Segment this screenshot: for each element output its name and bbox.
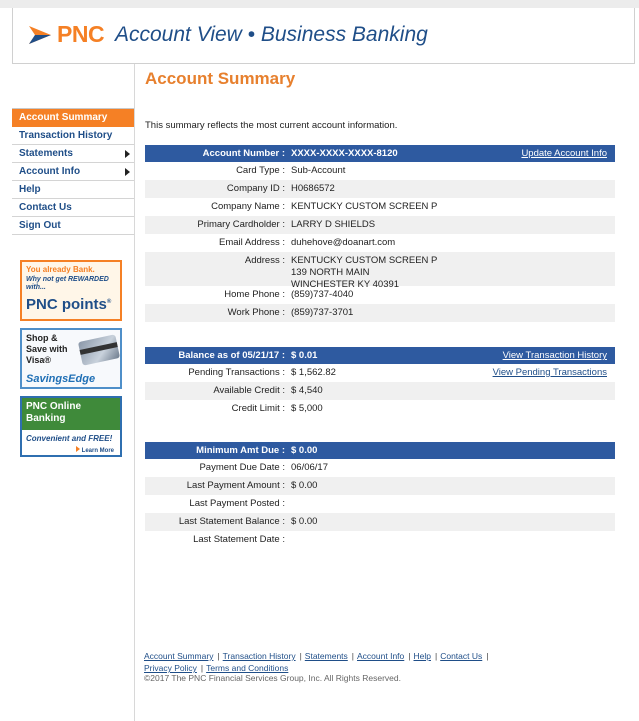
row-value: KENTUCKY CUSTOM SCREEN P — [291, 201, 438, 212]
nav-item-label: Transaction History — [19, 130, 113, 141]
footer-separator: | — [200, 663, 204, 673]
row-label: Credit Limit : — [231, 403, 285, 414]
promo-line: Save with — [26, 344, 68, 354]
footer-link-privacy-policy[interactable]: Privacy Policy — [144, 663, 197, 673]
row-label: Home Phone : — [224, 289, 285, 300]
nav-item-label: Account Info — [19, 166, 81, 177]
address-line: 139 NORTH MAIN — [291, 267, 370, 278]
minimum-due-header — [145, 442, 615, 459]
nav-item-account-info[interactable] — [12, 163, 134, 181]
detail-row-card-type — [145, 162, 615, 180]
promo-pnc-points[interactable] — [20, 260, 122, 321]
row-label: Company Name : — [211, 201, 285, 212]
nav-item-contact-us[interactable] — [12, 199, 134, 217]
row-value: H0686572 — [291, 183, 335, 194]
row-value: LARRY D SHIELDS — [291, 219, 376, 230]
update-account-info-link[interactable]: Update Account Info — [521, 148, 607, 159]
detail-row-pending-transactions — [145, 364, 615, 382]
detail-row-last-statement-date — [145, 531, 615, 549]
row-label: Pending Transactions : — [188, 367, 285, 378]
row-value: $ 4,540 — [291, 385, 323, 396]
header-label: Minimum Amt Due : — [196, 445, 285, 456]
footer-separator: | — [299, 651, 302, 661]
promo-text: You already Bank. — [26, 265, 95, 274]
nav-item-label: Account Summary — [19, 112, 108, 123]
row-label: Primary Cardholder : — [197, 219, 285, 230]
promo-line: Visa® — [26, 355, 51, 365]
address-line: KENTUCKY CUSTOM SCREEN P — [291, 255, 438, 266]
footer-link-account-info[interactable]: Account Info — [357, 651, 405, 661]
promo-line: PNC Online — [26, 401, 82, 412]
nav-item-transaction-history[interactable] — [12, 127, 134, 145]
row-label: Email Address : — [219, 237, 285, 248]
promo-text: with... — [26, 284, 46, 291]
promo-savingsedge[interactable] — [20, 328, 122, 389]
card-stripe — [80, 342, 118, 355]
promo-header — [22, 398, 120, 430]
learn-more-link[interactable] — [76, 446, 114, 454]
row-label: Last Statement Date : — [193, 534, 285, 545]
detail-row-last-payment-posted — [145, 495, 615, 513]
detail-row-last-statement-balance — [145, 513, 615, 531]
nav-item-label: Sign Out — [19, 220, 61, 231]
promo-brand: SavingsEdge — [26, 373, 96, 385]
account-number: XXXX-XXXX-XXXX-8120 — [291, 148, 398, 159]
page-title: Account Summary — [145, 69, 296, 88]
play-arrow-icon — [76, 446, 80, 452]
caret-right-icon — [125, 150, 130, 158]
promo-text: Why not get REWARDED — [26, 276, 109, 283]
nav-item-label: Contact Us — [19, 202, 72, 213]
nav-item-statements[interactable] — [12, 145, 134, 163]
detail-row-primary-cardholder — [145, 216, 615, 234]
balance-section — [145, 347, 615, 418]
detail-row-payment-due-date — [145, 459, 615, 477]
row-label: Available Credit : — [213, 385, 285, 396]
footer-link-contact-us[interactable]: Contact Us — [440, 651, 483, 661]
row-value: $ 5,000 — [291, 403, 323, 414]
footer-separator: | — [351, 651, 355, 661]
footer-link-terms[interactable]: Terms and Conditions — [206, 663, 289, 673]
promo-tagline: Convenient and FREE! — [26, 434, 113, 443]
pnc-logo-icon — [27, 22, 53, 48]
footer-separator: | — [217, 651, 220, 661]
row-value: $ 0.00 — [291, 516, 318, 527]
row-label: Work Phone : — [227, 307, 285, 318]
balance-value: $ 0.01 — [291, 350, 318, 361]
row-value: $ 0.00 — [291, 480, 318, 491]
promo-brand-text: PNC points — [26, 296, 107, 313]
sidebar-nav — [12, 108, 134, 235]
promo-online-banking[interactable] — [20, 396, 122, 457]
footer-separator: | — [434, 651, 438, 661]
header-title: Account View • Business Banking — [115, 23, 428, 46]
row-label: Last Statement Balance : — [178, 516, 285, 527]
row-value: 06/06/17 — [291, 462, 328, 473]
pnc-logo-text: PNC — [57, 21, 105, 47]
row-label: Address : — [244, 255, 285, 266]
view-pending-transactions-link[interactable]: View Pending Transactions — [492, 367, 607, 378]
page-header — [12, 8, 635, 64]
detail-row-work-phone — [145, 304, 615, 322]
copyright: ©2017 The PNC Financial Services Group, Inc. All Rights Reserved. — [144, 673, 401, 683]
footer-links — [144, 650, 624, 674]
row-label: Last Payment Amount : — [186, 480, 285, 491]
registered-mark: ® — [106, 299, 112, 305]
caret-right-icon — [125, 168, 130, 176]
header-label: Balance as of 05/21/17 : — [178, 350, 285, 361]
detail-row-available-credit — [145, 382, 615, 400]
nav-item-sign-out[interactable] — [12, 217, 134, 235]
nav-item-label: Help — [19, 184, 41, 195]
row-value: (859)737-3701 — [291, 307, 354, 318]
nav-item-help[interactable] — [12, 181, 134, 199]
account-section — [145, 145, 615, 322]
sidebar-divider — [134, 64, 135, 721]
row-label: Card Type : — [236, 165, 285, 176]
learn-more-label: Learn More — [81, 448, 114, 454]
footer-row-1 — [144, 650, 624, 662]
address-line: WINCHESTER KY 40391 — [291, 279, 400, 290]
row-value: (859)737-4040 — [291, 289, 354, 300]
row-label: Payment Due Date : — [199, 462, 285, 473]
detail-row-credit-limit — [145, 400, 615, 418]
promo-text — [26, 333, 68, 366]
footer-link-account-summary[interactable]: Account Summary — [144, 651, 214, 661]
row-value: Sub-Account — [291, 165, 346, 176]
account-number-header — [145, 145, 615, 162]
footer-link-statements[interactable]: Statements — [304, 651, 348, 661]
promo-title — [26, 401, 81, 425]
detail-row-home-phone — [145, 286, 615, 304]
detail-row-company-id — [145, 180, 615, 198]
nav-item-account-summary[interactable] — [12, 109, 134, 127]
footer-separator: | — [486, 651, 489, 661]
row-value: $ 1,562.82 — [291, 367, 336, 378]
row-value: duhehove@doanart.com — [291, 237, 396, 248]
row-label: Last Payment Posted : — [189, 498, 285, 509]
detail-row-company-name — [145, 198, 615, 216]
payment-section — [145, 442, 615, 549]
header-label: Account Number : — [202, 148, 285, 159]
footer-link-transaction-history[interactable]: Transaction History — [222, 651, 296, 661]
promo-line: Shop & — [26, 333, 58, 343]
promo-line: Banking — [26, 413, 66, 424]
view-transaction-history-link[interactable]: View Transaction History — [502, 350, 607, 361]
footer-separator: | — [408, 651, 411, 661]
detail-row-email — [145, 234, 615, 252]
row-label: Company ID : — [226, 183, 285, 194]
intro-text: This summary reflects the most current account information. — [145, 120, 398, 131]
detail-row-last-payment-amount — [145, 477, 615, 495]
credit-card-icon — [78, 334, 120, 365]
promo-brand — [26, 296, 111, 313]
nav-item-label: Statements — [19, 148, 73, 159]
footer-link-help[interactable]: Help — [413, 651, 431, 661]
detail-row-address — [145, 252, 615, 290]
top-bar — [0, 0, 639, 8]
balance-header — [145, 347, 615, 364]
minimum-due-value: $ 0.00 — [291, 445, 318, 456]
